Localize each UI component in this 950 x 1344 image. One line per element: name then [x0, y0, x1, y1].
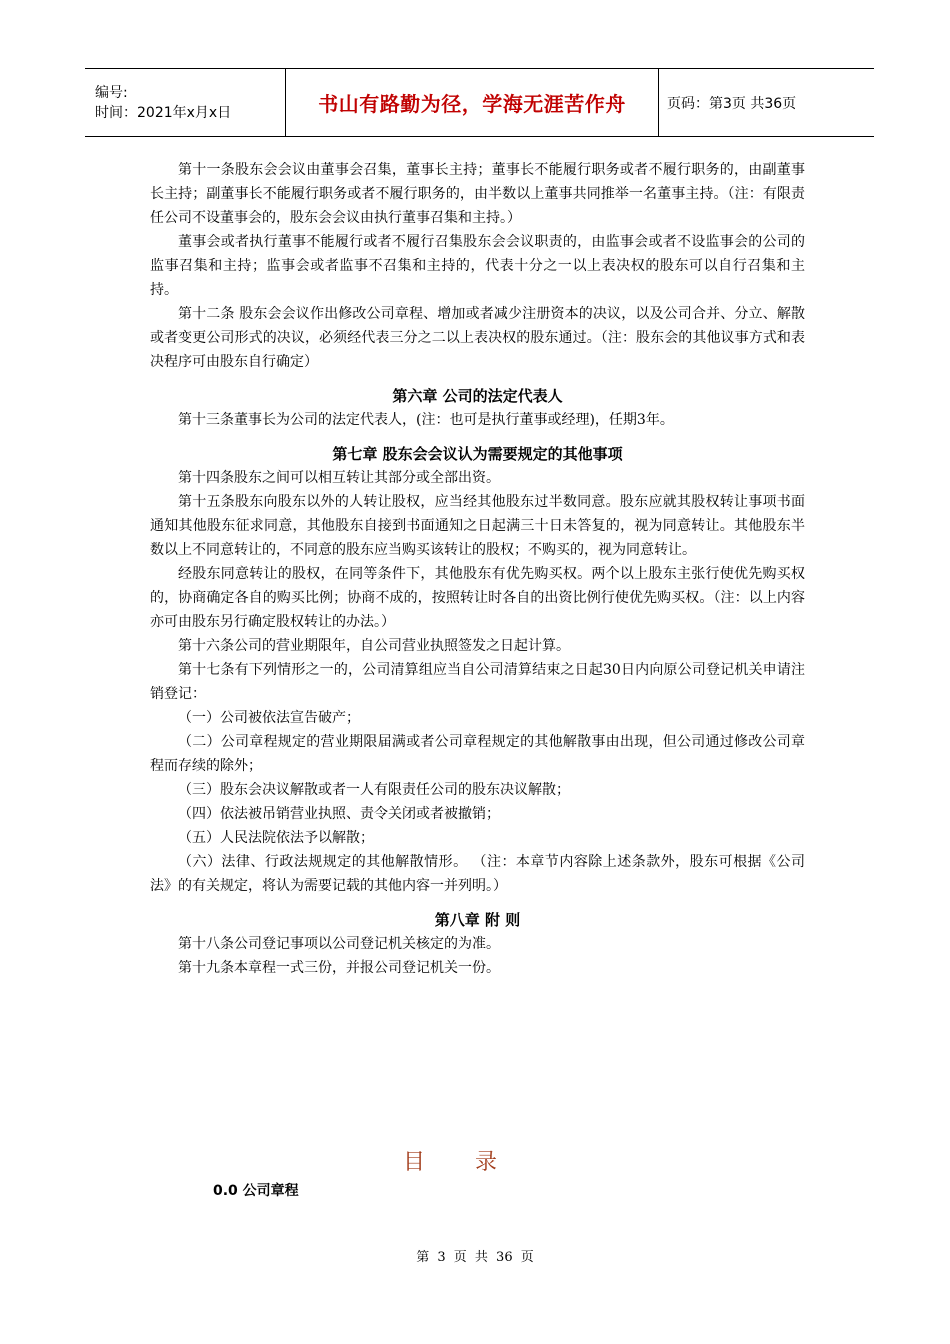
document-number-label: 编号: — [95, 84, 128, 101]
header-page-number: 页码：第3页 共36页 — [667, 95, 797, 112]
article-15-para-2: 经股东同意转让的股权，在同等条件下，其他股东有优先购买权。两个以上股东主张行使优先购买权的，协商确定各自的购买比例；协商不成的，按照转让时各自的出资比例行使优先购买权。（注：以上内容亦可由股东另行确定股权转让的办法。） — [150, 566, 805, 630]
page-footer: 第 3 页 共 36 页 — [416, 1250, 534, 1265]
chapter-8-heading: 第八章 附 则 — [434, 911, 521, 929]
article-17: 第十七条有下列情形之一的，公司清算组应当自公司清算结束之日起30日内向原公司登记机关申请注销登记： — [150, 662, 805, 702]
article-17-item-5: （五）人民法院依法予以解散； — [178, 830, 374, 846]
article-14: 第十四条股东之间可以相互转让其部分或全部出资。 — [178, 470, 500, 486]
article-17-item-2: （二）公司章程规定的营业期限届满或者公司章程规定的其他解散事由出现，但公司通过修改公司章程而存续的除外； — [150, 734, 805, 774]
header-meta — [85, 69, 285, 136]
page-header — [85, 68, 874, 137]
article-16: 第十六条公司的营业期限年，自公司营业执照签发之日起计算。 — [178, 638, 570, 654]
article-17-item-6: （六）法律、行政法规规定的其他解散情形。 （注：本章节内容除上述条款外，股东可根据《公司法》的有关规定，将认为需要记载的其他内容一并列明。） — [150, 854, 805, 894]
article-17-item-1: （一）公司被依法宣告破产； — [178, 710, 360, 726]
header-motto: 书山有路勤为径，学海无涯苦作舟 — [285, 69, 659, 136]
article-12: 第十二条 股东会会议作出修改公司章程、增加或者减少注册资本的决议，以及公司合并、分立、解散或者变更公司形式的决议，必须经代表三分之二以上表决权的股东通过。（注：股东会的其他议事方式和表决程序可由股东自行确定） — [150, 306, 805, 370]
article-11: 第十一条股东会会议由董事会召集，董事长主持；董事长不能履行职务或者不履行职务的，由副董事长主持；副董事长不能履行职务或者不履行职务的，由半数以上董事共同推举一名董事主持。（注：有限责任公司不设董事会的，股东会会议由执行董事召集和主持。） — [150, 162, 805, 226]
article-19: 第十九条本章程一式三份，并报公司登记机关一份。 — [178, 960, 500, 976]
document-time: 时间：2021年x月x日 — [95, 104, 232, 121]
article-13: 第十三条董事长为公司的法定代表人，(注：也可是执行董事或经理)，任期3年。 — [178, 412, 674, 428]
toc-item[interactable]: 0.0 公司章程 — [213, 1183, 299, 1199]
article-18: 第十八条公司登记事项以公司登记机关核定的为准。 — [178, 936, 500, 952]
toc-title: 目录 — [402, 1150, 547, 1175]
chapter-7-heading: 第七章 股东会会议认为需要规定的其他事项 — [332, 445, 623, 463]
chapter-6-heading: 第六章 公司的法定代表人 — [392, 387, 563, 405]
article-15: 第十五条股东向股东以外的人转让股权，应当经其他股东过半数同意。股东应就其股权转让事项书面通知其他股东征求同意，其他股东自接到书面通知之日起满三十日未答复的，视为同意转让。其他股东半数以上不同意转让的，不同意的股东应当购买该转让的股权；不购买的，视为同意转让。 — [150, 494, 805, 558]
document-body — [150, 158, 805, 980]
article-17-item-4: （四）依法被吊销营业执照、责令关闭或者被撤销； — [178, 806, 500, 822]
article-17-item-3: （三）股东会决议解散或者一人有限责任公司的股东决议解散； — [178, 782, 570, 798]
article-11-para-2: 董事会或者执行董事不能履行或者不履行召集股东会会议职责的，由监事会或者不设监事会的公司的监事召集和主持；监事会或者监事不召集和主持的，代表十分之一以上表决权的股东可以自行召集和主持。 — [150, 234, 805, 298]
